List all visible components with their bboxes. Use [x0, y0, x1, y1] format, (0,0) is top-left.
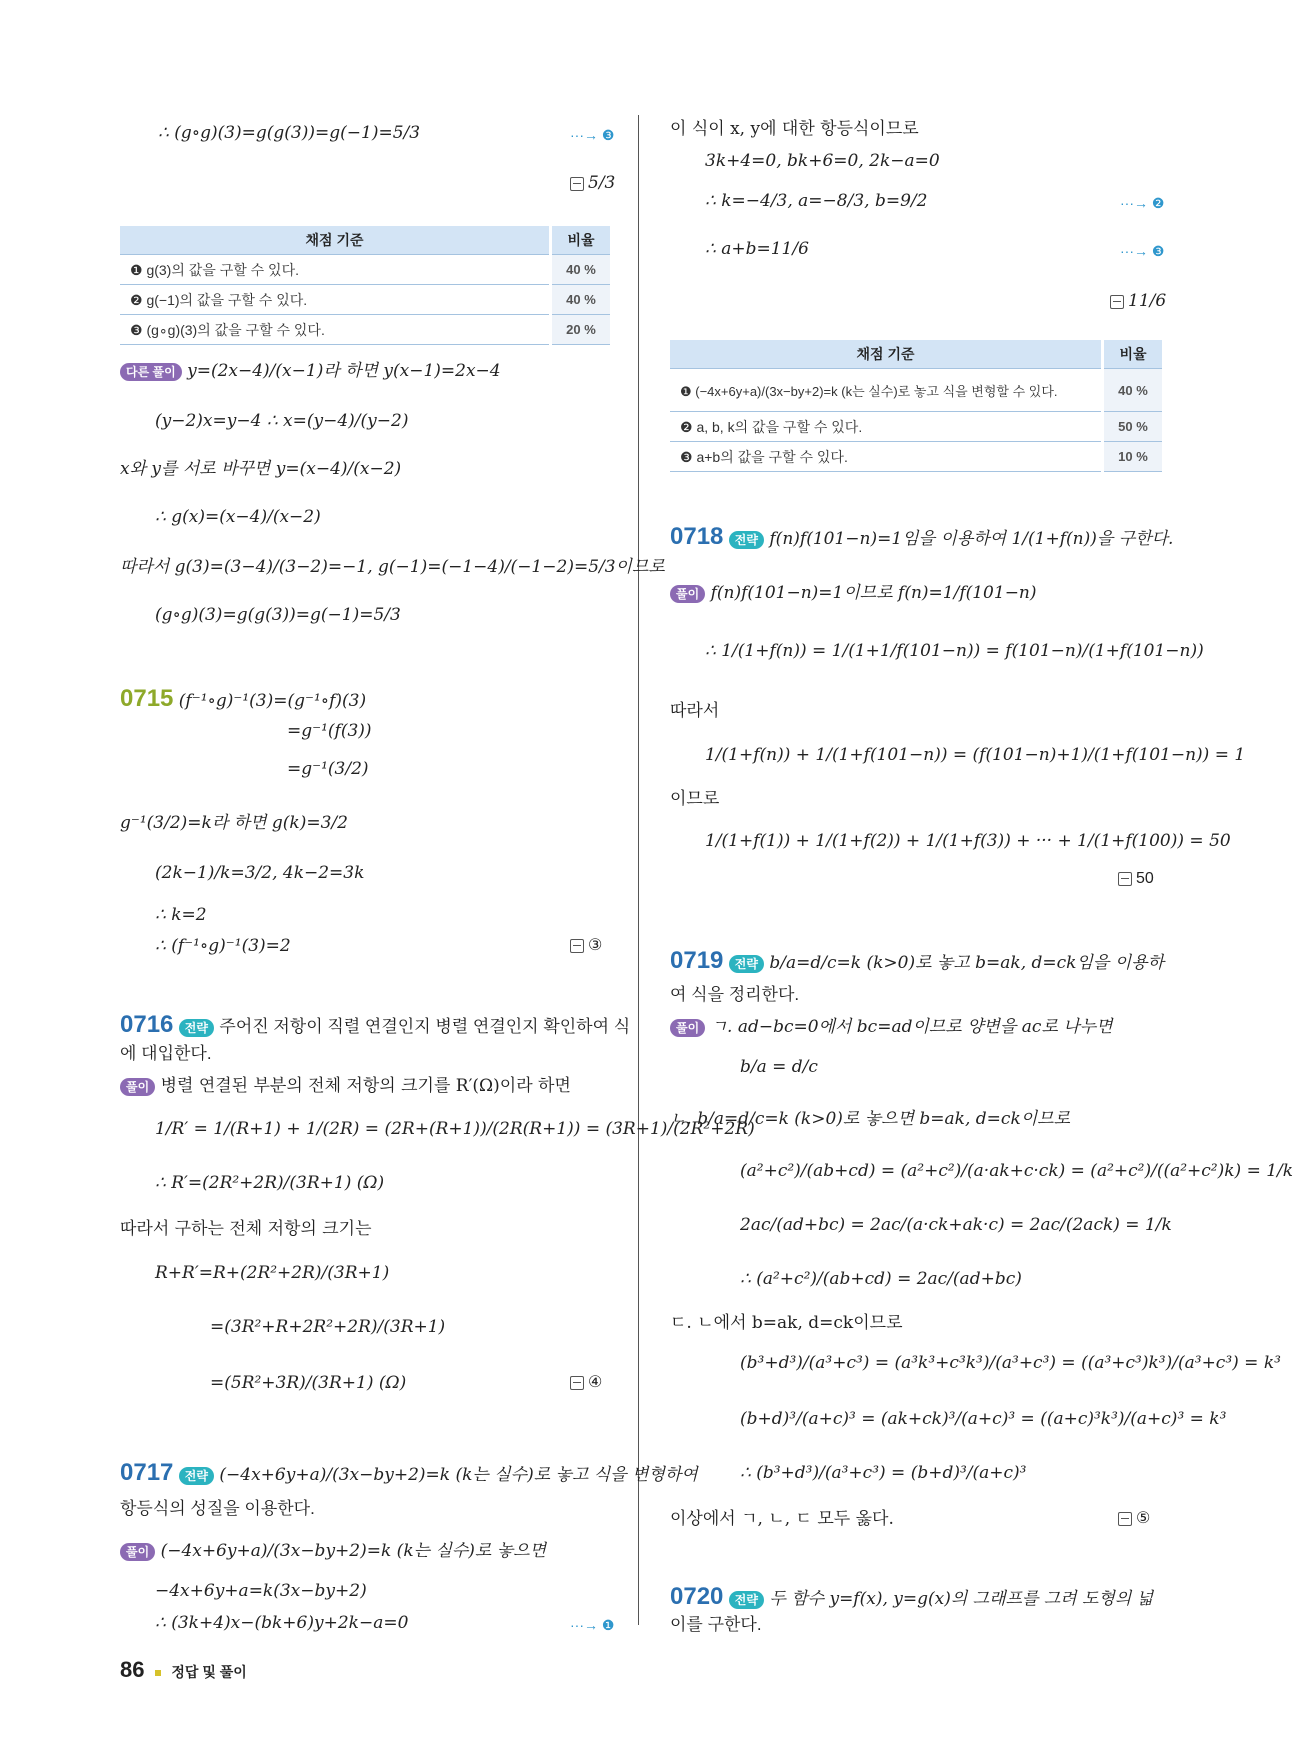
problem-0719-header: 0719 전략 b/a=d/c=k (k>0)로 놓고 b=ak, d=ck임을 이용하 [670, 947, 1164, 974]
eq-line: (b³+d³)/(a³+c³) = (a³k³+c³k³)/(a³+c³) = ((a³+c³)k³)/(a³+c³) = k³ [740, 1353, 1281, 1373]
table-header-criteria: 채점 기준 [670, 340, 1103, 369]
page-footer [120, 1657, 247, 1683]
answer-box: ③ [570, 935, 602, 957]
strategy-badge: 전략 [729, 531, 764, 549]
eq-line: =g⁻¹(f(3)) [287, 721, 372, 741]
alt-badge: 다른 풀이 [120, 363, 182, 381]
problem-number: 0720 [670, 1583, 724, 1610]
eq-line: ∴ (f⁻¹∘g)⁻¹(3)=2 [155, 936, 291, 956]
answer-icon [570, 177, 584, 191]
answer-box: ④ [570, 1372, 602, 1394]
grading-table-1 [120, 226, 610, 345]
solution-line: 풀이 ㄱ. ad−bc=0에서 bc=ad이므로 양변을 ac로 나누면 [670, 1016, 1113, 1038]
eq-line: ∴ (a²+c²)/(ab+cd) = 2ac/(ad+bc) [740, 1269, 1022, 1289]
strategy-text: 이를 구한다. [670, 1615, 762, 1634]
eq-line: ∴ (g∘g)(3)=g(g(3))=g(−1)=5/3 [158, 123, 421, 143]
eq-line: ∴ k=2 [155, 905, 207, 925]
text-line: 이 식이 x, y에 대한 항등식이므로 [670, 119, 919, 139]
solution-line: 풀이 병렬 연결된 부분의 전체 저항의 크기를 R′(Ω)이라 하면 [120, 1075, 571, 1097]
answer-icon [1118, 872, 1132, 886]
eq-line: b/a = d/c [740, 1057, 818, 1077]
eq-line: 2ac/(ad+bc) = 2ac/(a·ck+ak·c) = 2ac/(2ack) = 1/k [740, 1215, 1172, 1235]
answer-box: 11/6 [1110, 290, 1166, 313]
eq-line: (a²+c²)/(ab+cd) = (a²+c²)/(a·ak+c·ck) = (a²+c²)/((a²+c²)k) = 1/k [740, 1161, 1294, 1181]
eq-line: 1/(1+f(1)) + 1/(1+f(2)) + 1/(1+f(3)) + ··· + 1/(1+f(100)) = 50 [705, 831, 1231, 851]
text-line: 이므로 [670, 789, 720, 809]
problem-number: 0718 [670, 523, 724, 550]
table-header-ratio: 비율 [1103, 340, 1163, 369]
solution-badge: 풀이 [120, 1543, 155, 1561]
eq-line: g⁻¹(3/2)=k라 하면 g(k)=3/2 [120, 813, 348, 833]
text-line: ㄷ. ㄴ에서 b=ak, d=ck이므로 [670, 1313, 903, 1333]
eq-line: ∴ (b³+d³)/(a³+c³) = (b+d)³/(a+c)³ [740, 1463, 1027, 1483]
eq-line: ∴ g(x)=(x−4)/(x−2) [155, 507, 321, 527]
problem-0716-header: 0716 전략 주어진 저항이 직렬 연결인지 병렬 연결인지 확인하여 식 [120, 1011, 631, 1038]
text-line: 이상에서 ㄱ, ㄴ, ㄷ 모두 옳다. [670, 1509, 894, 1529]
answer-box: 5/3 [570, 172, 615, 195]
eq-line: x와 y를 서로 바꾸면 y=(x−4)/(x−2) [120, 459, 402, 479]
solution-badge: 풀이 [670, 585, 705, 603]
eq-line: =(5R²+3R)/(3R+1) (Ω) [210, 1373, 407, 1393]
eq-line: 따라서 g(3)=(3−4)/(3−2)=−1, g(−1)=(−1−4)/(−1−2)=5/3이므로 [120, 557, 665, 577]
solution-line: 풀이 f(n)f(101−n)=1이므로 f(n)=1/f(101−n) [670, 582, 1037, 604]
answer-box: 50 [1118, 868, 1154, 890]
eq-line: R+R′=R+(2R²+2R)/(3R+1) [155, 1263, 390, 1283]
table-row: ❸ a+b의 값을 구할 수 있다. 10 % [670, 442, 1162, 472]
table-row: ❶ (−4x+6y+a)/(3x−by+2)=k (k는 실수)로 놓고 식을 변형할 수 있다. 40 % [670, 369, 1162, 412]
table-header-criteria: 채점 기준 [120, 226, 551, 255]
problem-number: 0715 [120, 685, 174, 712]
step-marker-2: ···→ ❷ [1120, 195, 1165, 211]
problem-0720-header: 0720 전략 두 함수 y=f(x), y=g(x)의 그래프를 그려 도형의 넓 [670, 1583, 1154, 1610]
problem-0715-header: 0715 (f⁻¹∘g)⁻¹(3)=(g⁻¹∘f)(3) [120, 685, 367, 712]
strategy-badge: 전략 [729, 955, 764, 973]
answer-icon [570, 939, 584, 953]
eq-line: ∴ k=−4/3, a=−8/3, b=9/2 [705, 191, 928, 211]
eq-line: ∴ a+b=11/6 [705, 239, 809, 259]
eq-line: =(3R²+R+2R²+2R)/(3R+1) [210, 1317, 446, 1337]
strategy-badge: 전략 [179, 1467, 214, 1485]
eq-line: ㄴ. b/a=d/c=k (k>0)로 놓으면 b=ak, d=ck이므로 [670, 1109, 1071, 1129]
eq-line: (g∘g)(3)=g(g(3))=g(−1)=5/3 [155, 605, 401, 625]
strategy-badge: 전략 [179, 1019, 214, 1037]
answer-box: ⑤ [1118, 1508, 1150, 1530]
table-header-ratio: 비율 [551, 226, 611, 255]
eq-line: (2k−1)/k=3/2, 4k−2=3k [155, 863, 365, 883]
eq-line: (b+d)³/(a+c)³ = (ak+ck)³/(a+c)³ = ((a+c)³k³)/(a+c)³ = k³ [740, 1409, 1227, 1429]
eq-line: ∴ R′=(2R²+2R)/(3R+1) (Ω) [155, 1173, 385, 1193]
answer-icon [1118, 1512, 1132, 1526]
eq-line: −4x+6y+a=k(3x−by+2) [155, 1581, 367, 1601]
step-marker-3: ···→ ❸ [1120, 243, 1165, 259]
problem-number: 0717 [120, 1459, 174, 1486]
strategy-text: 항등식의 성질을 이용한다. [120, 1499, 315, 1518]
problem-0718-header: 0718 전략 f(n)f(101−n)=1임을 이용하여 1/(1+f(n))을 구한다. [670, 523, 1174, 550]
eq-line: 1/(1+f(n)) + 1/(1+f(101−n)) = (f(101−n)+1)/(1+f(101−n)) = 1 [705, 745, 1246, 765]
table-row: ❸ (g∘g)(3)의 값을 구할 수 있다. 20 % [120, 315, 610, 345]
answer-icon [570, 1376, 584, 1390]
solution-badge: 풀이 [120, 1078, 155, 1096]
table-row: ❷ a, b, k의 값을 구할 수 있다. 50 % [670, 412, 1162, 442]
table-row: ❷ g(−1)의 값을 구할 수 있다. 40 % [120, 285, 610, 315]
problem-number: 0719 [670, 947, 724, 974]
text-line: 따라서 [670, 701, 720, 721]
problem-number: 0716 [120, 1011, 174, 1038]
page-number: 86 [120, 1657, 145, 1682]
strategy-badge: 전략 [729, 1591, 764, 1609]
strategy-text: 에 대입한다. [120, 1044, 212, 1063]
solution-badge: 풀이 [670, 1019, 705, 1037]
text-line: 따라서 구하는 전체 저항의 크기는 [120, 1219, 372, 1239]
problem-0717-header: 0717 전략 (−4x+6y+a)/(3x−by+2)=k (k는 실수)로 놓고 식을 변형하여 [120, 1459, 698, 1486]
answer-icon [1110, 295, 1124, 309]
table-row: ❶ g(3)의 값을 구할 수 있다. 40 % [120, 255, 610, 285]
footer-bullet-icon [155, 1670, 161, 1676]
step-marker-1: ···→ ❶ [570, 1617, 615, 1633]
solution-line: 풀이 (−4x+6y+a)/(3x−by+2)=k (k는 실수)로 놓으면 [120, 1540, 546, 1562]
alt-solution-line: 다른 풀이 y=(2x−4)/(x−1)라 하면 y(x−1)=2x−4 [120, 360, 501, 382]
grading-table-2 [670, 340, 1162, 472]
column-divider [638, 115, 639, 1625]
footer-title: 정답 및 풀이 [171, 1664, 247, 1680]
eq-line: =g⁻¹(3/2) [287, 759, 369, 779]
eq-line: 3k+4=0, bk+6=0, 2k−a=0 [705, 151, 940, 171]
eq-line: 1/R′ = 1/(R+1) + 1/(2R) = (2R+(R+1))/(2R(R+1)) = (3R+1)/(2R²+2R) [155, 1119, 755, 1139]
eq-line: (y−2)x=y−4 ∴ x=(y−4)/(y−2) [155, 411, 409, 431]
eq-line: ∴ (3k+4)x−(bk+6)y+2k−a=0 [155, 1613, 409, 1633]
strategy-text: 여 식을 정리한다. [670, 985, 800, 1004]
eq-line: ∴ 1/(1+f(n)) = 1/(1+1/f(101−n)) = f(101−n)/(1+f(101−n)) [705, 641, 1204, 661]
step-marker-3: ···→ ❸ [570, 127, 615, 143]
